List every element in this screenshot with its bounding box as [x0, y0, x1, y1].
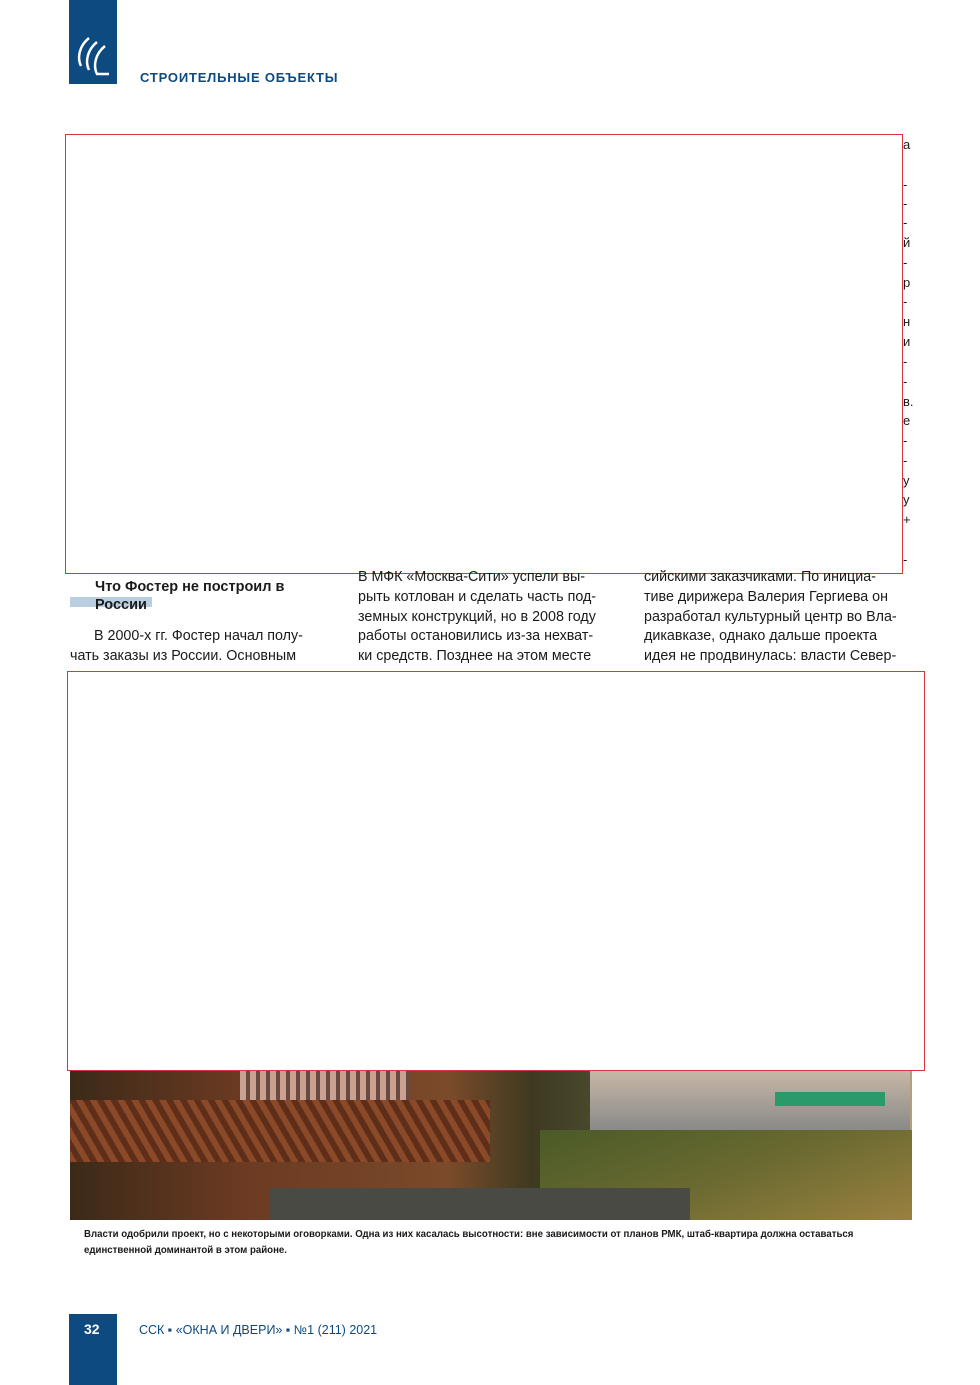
text-line: В 2000-х гг. Фостер начал полу- — [94, 628, 303, 644]
text-fragment: - — [903, 215, 908, 230]
text-fragment: - — [903, 374, 908, 389]
text-line: сийскими заказчиками. По инициа- — [644, 569, 876, 585]
text-line: работы остановились из-за нехват- — [358, 628, 594, 645]
logo — [69, 0, 117, 84]
subheading: Что Фостер не построил в России — [95, 579, 285, 613]
text-line: чать заказы из России. Основным — [70, 647, 297, 664]
page-number: 32 — [84, 1321, 100, 1337]
text-line: тиве дирижера Валерия Гергиева он — [644, 588, 889, 605]
text-fragment: + — [903, 512, 911, 527]
text-fragment: - — [903, 433, 908, 448]
footer-publication: ССК ▪ «ОКНА И ДВЕРИ» ▪ №1 (211) 2021 — [139, 1323, 378, 1337]
column-2 — [358, 568, 622, 667]
text-line: разработал культурный центр во Вла- — [644, 608, 897, 625]
text-line: рыть котлован и сделать часть под- — [358, 588, 597, 605]
text-fragment: р — [903, 275, 911, 290]
column-3 — [644, 568, 910, 667]
text-line: ки средств. Позднее на этом месте — [358, 648, 592, 665]
article-photo — [70, 1070, 912, 1220]
text-fragment: - — [903, 453, 908, 468]
photo-water — [270, 1188, 690, 1220]
text-fragment: у — [903, 492, 910, 507]
section-title: СТРОИТЕЛЬНЫЕ ОБЪЕКТЫ — [140, 70, 339, 85]
text-line: В МФК «Москва-Сити» успели вы- — [358, 569, 586, 585]
column-1 — [70, 627, 336, 667]
text-fragment: - — [903, 177, 908, 192]
photo-bridge — [70, 1100, 490, 1162]
text-fragment: - — [903, 294, 908, 309]
text-fragment: и — [903, 334, 911, 349]
text-fragment: у — [903, 473, 910, 488]
text-fragment: а — [903, 137, 911, 152]
redaction-box-top — [65, 134, 903, 574]
text-fragment: - — [903, 354, 908, 369]
photo-green-roof — [775, 1092, 885, 1106]
text-fragment: - — [903, 255, 908, 270]
text-fragment: й — [903, 235, 911, 250]
text-line: идея не продвинулась: власти Север- — [644, 648, 897, 665]
text-line: земных конструкций, но в 2008 году — [358, 608, 596, 625]
text-fragment: е — [903, 413, 911, 428]
text-fragment: в. — [903, 394, 914, 409]
text-fragment: н — [903, 314, 911, 329]
photo-caption: Власти одобрили проект, но с некоторыми оговорками. Одна из них касалась высотности: вне зависимости от планов РМК, штаб-квартира должна оставаться единственной доминантой в этом районе. — [84, 1228, 854, 1256]
logo-icon — [75, 36, 111, 80]
text-line: дикавказе, однако дальше проекта — [644, 628, 878, 645]
text-fragment: - — [903, 196, 908, 211]
text-fragment: - — [903, 552, 908, 567]
redaction-box-bottom — [67, 671, 925, 1071]
